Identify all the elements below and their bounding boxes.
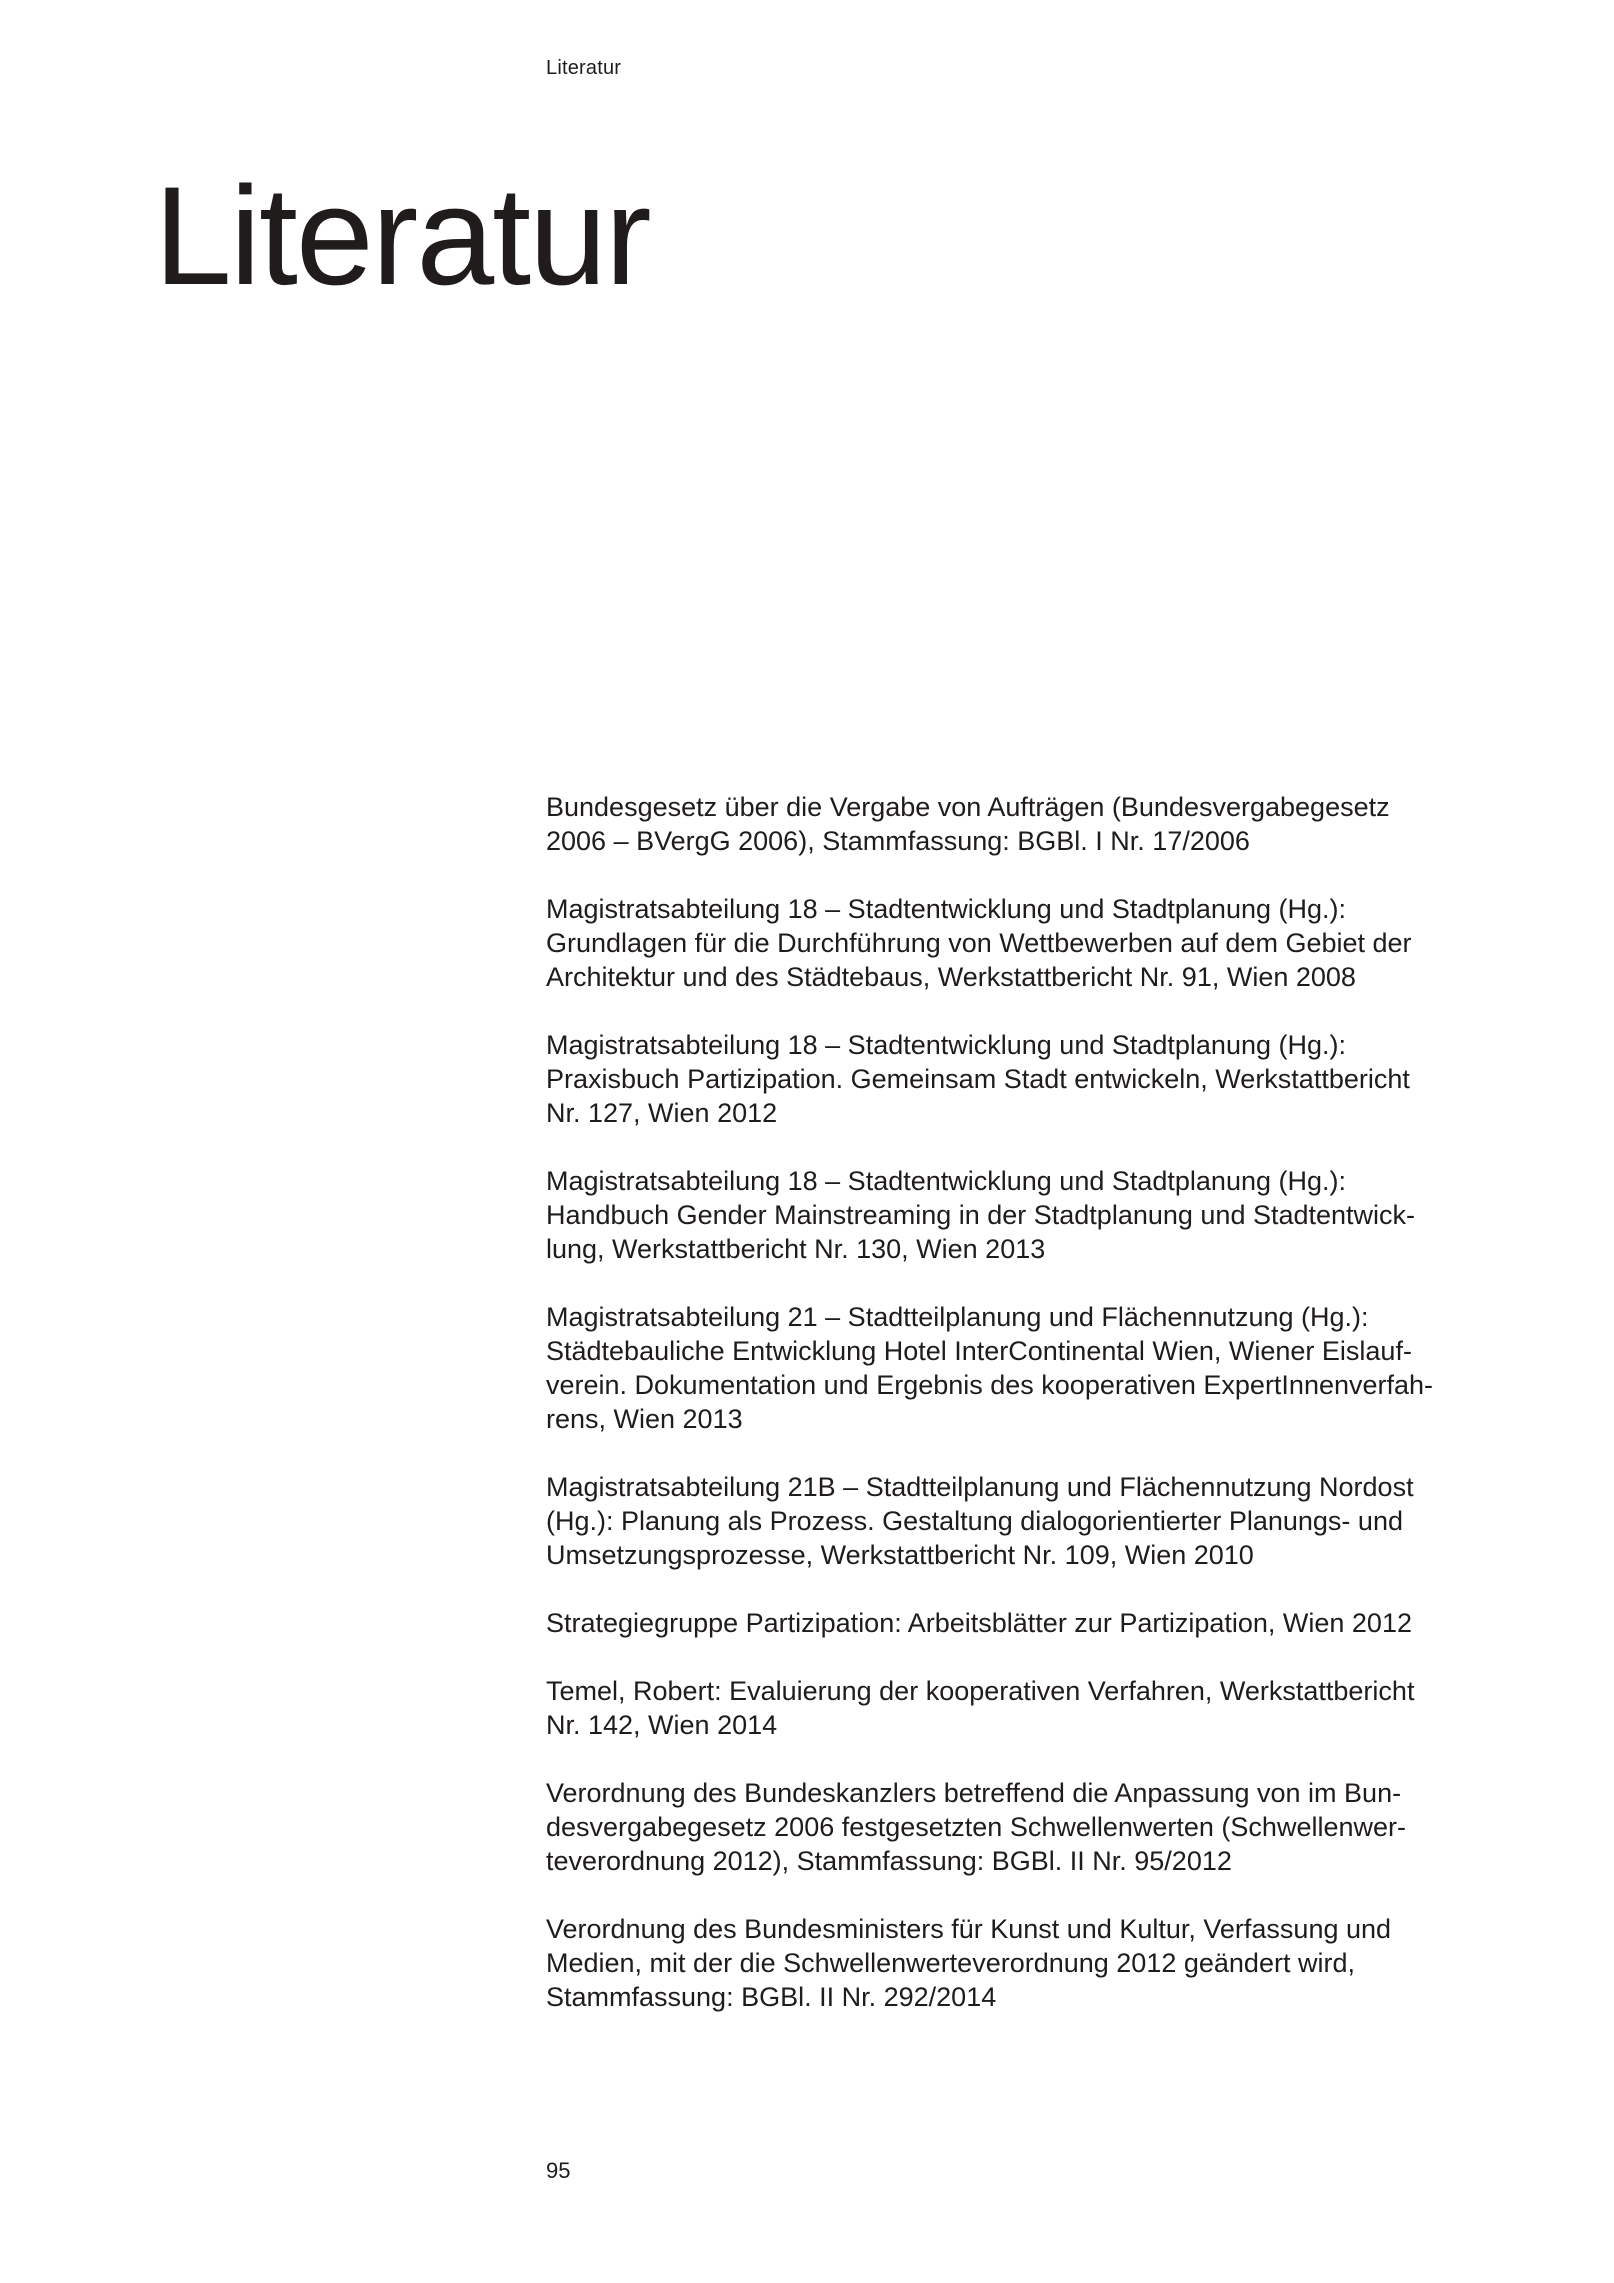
reference-line: Städtebauliche Entwicklung Hotel InterContinental Wien, Wiener Eislauf- [546,1336,1412,1366]
reference-list [546,790,1466,2048]
reference-entry [546,1164,1466,1266]
page-number: 95 [546,2158,571,2183]
reference-line: Magistratsabteilung 21 – Stadtteilplanung und Flächennutzung (Hg.): [546,1302,1369,1332]
reference-entry [546,1912,1466,2014]
reference-line: rens, Wien 2013 [546,1404,743,1434]
reference-line: Magistratsabteilung 18 – Stadtentwicklung und Stadtplanung (Hg.): [546,894,1346,924]
reference-entry [546,1606,1466,1640]
reference-line: teverordnung 2012), Stammfassung: BGBl. II Nr. 95/2012 [546,1846,1232,1876]
reference-line: Verordnung des Bundesministers für Kunst und Kultur, Verfassung und [546,1914,1392,1944]
reference-line: Nr. 142, Wien 2014 [546,1710,778,1740]
reference-line: Handbuch Gender Mainstreaming in der Stadtplanung und Stadtentwick- [546,1200,1416,1230]
reference-line: Temel, Robert: Evaluierung der kooperativen Verfahren, Werkstattbericht [546,1676,1415,1706]
reference-entry [546,1028,1466,1130]
reference-line: 2006 – BVergG 2006), Stammfassung: BGBl. I Nr. 17/2006 [546,826,1250,856]
reference-line: Grundlagen für die Durchführung von Wettbewerben auf dem Gebiet der [546,928,1412,958]
reference-line: Praxisbuch Partizipation. Gemeinsam Stadt entwickeln, Werkstattbericht [546,1064,1410,1094]
reference-line: Medien, mit der die Schwellenwerteverordnung 2012 geändert wird, [546,1948,1355,1978]
reference-line: Nr. 127, Wien 2012 [546,1098,778,1128]
reference-line: Stammfassung: BGBl. II Nr. 292/2014 [546,1982,997,2012]
reference-line: Umsetzungsprozesse, Werkstattbericht Nr. 109, Wien 2010 [546,1540,1254,1570]
reference-line: Architektur und des Städtebaus, Werkstattbericht Nr. 91, Wien 2008 [546,962,1356,992]
running-header: Literatur [546,57,622,79]
reference-line: Bundesgesetz über die Vergabe von Aufträgen (Bundesvergabegesetz [546,792,1390,822]
reference-entry [546,892,1466,994]
reference-entry [546,1300,1466,1436]
reference-entry [546,790,1466,858]
reference-entry [546,1776,1466,1878]
reference-line: (Hg.): Planung als Prozess. Gestaltung dialogorientierter Planungs- und [546,1506,1403,1536]
reference-line: Magistratsabteilung 18 – Stadtentwicklung und Stadtplanung (Hg.): [546,1166,1346,1196]
reference-line: Magistratsabteilung 18 – Stadtentwicklung und Stadtplanung (Hg.): [546,1030,1346,1060]
reference-entry [546,1674,1466,1742]
reference-line: Magistratsabteilung 21B – Stadtteilplanung und Flächennutzung Nordost [546,1472,1414,1502]
reference-line: Strategiegruppe Partizipation: Arbeitsblätter zur Partizipation, Wien 2012 [546,1608,1412,1638]
reference-line: desvergabegesetz 2006 festgesetzten Schwellenwerten (Schwellenwer- [546,1812,1406,1842]
reference-line: lung, Werkstattbericht Nr. 130, Wien 2013 [546,1234,1046,1264]
page-title: Literatur [154,157,650,314]
reference-line: Verordnung des Bundeskanzlers betreffend die Anpassung von im Bun- [546,1778,1402,1808]
reference-entry [546,1470,1466,1572]
reference-line: verein. Dokumentation und Ergebnis des kooperativen ExpertInnenverfah- [546,1370,1434,1400]
